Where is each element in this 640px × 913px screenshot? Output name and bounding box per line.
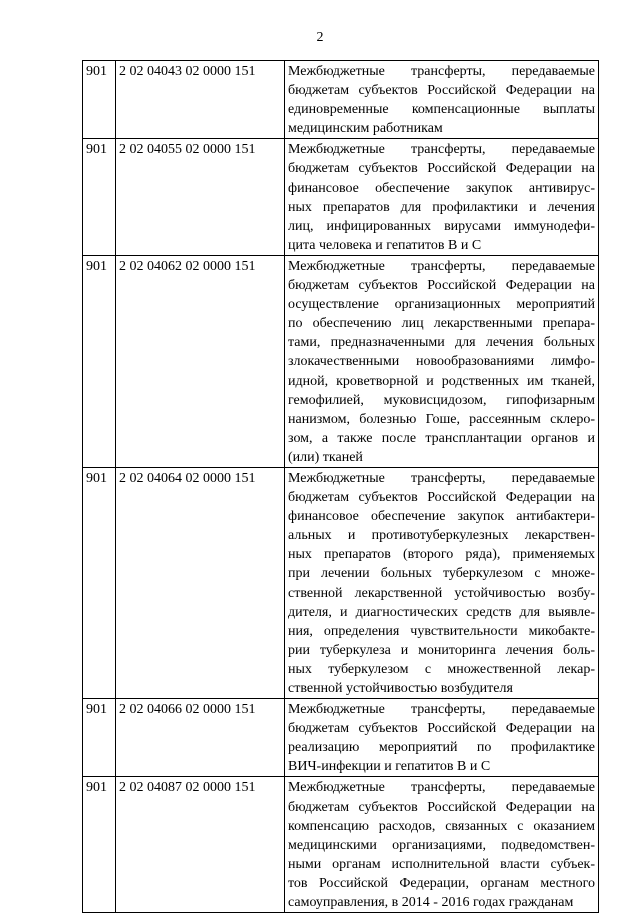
income-description-cell: [285, 255, 599, 467]
table-row: [83, 61, 599, 139]
description-line: компенсацию расходов, связанных с оказанием: [288, 818, 595, 834]
description-line: нанизмом, болезнью Гоше, рассеянным склеро-: [288, 411, 595, 427]
description-line: медицинским работникам: [288, 121, 443, 137]
description-line: бюджетам субъектов Российской Федерации на: [288, 799, 595, 815]
description-line: идной, кроветворной и родственных им тканей,: [288, 373, 595, 389]
description-line: тами, предназначенными для лечения больных: [288, 335, 595, 351]
admin-code-cell: 901: [83, 777, 116, 913]
description-line: Межбюджетные трансферты, передаваемые: [288, 142, 595, 158]
table-row: [83, 777, 599, 913]
budget-classification-code-cell: 2 02 04087 02 0000 151: [116, 777, 285, 913]
table-row: [83, 139, 599, 256]
description-line: финансовое обеспечение закупок антибактери-: [288, 509, 595, 525]
table-row: [83, 467, 599, 698]
description-line: финансовое обеспечение закупок антивирус-: [288, 180, 595, 196]
description-line: цита человека и гепатитов В и С: [288, 237, 482, 253]
admin-code-cell: 901: [83, 139, 116, 256]
admin-code-cell: 901: [83, 255, 116, 467]
description-line: Межбюджетные трансферты, передаваемые: [288, 780, 595, 796]
income-description-cell: [285, 777, 599, 913]
description-line: осуществление организационных мероприятий: [288, 297, 595, 313]
table-row: [83, 699, 599, 777]
description-line: рии туберкулеза и мониторинга лечения боль-: [288, 642, 595, 658]
budget-classification-code-cell: 2 02 04062 02 0000 151: [116, 255, 285, 467]
description-line: гемофилией, муковисцидозом, гипофизарным: [288, 392, 595, 408]
description-line: бюджетам субъектов Российской Федерации на: [288, 721, 595, 737]
page-number: 2: [316, 30, 324, 45]
description-line: реализацию мероприятий по профилактике: [288, 740, 595, 756]
description-line: ВИЧ-инфекции и гепатитов В и С: [288, 759, 491, 775]
description-line: ственной устойчивостью возбудителя: [288, 681, 513, 696]
budget-classification-code-cell: 2 02 04055 02 0000 151: [116, 139, 285, 256]
admin-code-cell: 901: [83, 699, 116, 777]
description-line: Межбюджетные трансферты, передаваемые: [288, 64, 595, 79]
description-line: Межбюджетные трансферты, передаваемые: [288, 702, 595, 718]
description-line: при лечении больных туберкулезом с множе-: [288, 566, 595, 582]
description-line: злокачественными новообразованиями лимфо-: [288, 354, 595, 370]
income-description-cell: [285, 61, 599, 139]
budget-classification-code-cell: 2 02 04064 02 0000 151: [116, 467, 285, 698]
description-line: ных препаратов (второго ряда), применяемых: [288, 547, 595, 563]
description-line: ных туберкулезом с множественной лекар-: [288, 661, 595, 677]
description-line: Межбюджетные трансферты, передаваемые: [288, 470, 595, 486]
income-description-cell: [285, 467, 599, 698]
income-description-cell: [285, 699, 599, 777]
description-line: ния, определения чувствительности микобакте-: [288, 623, 595, 639]
description-line: лиц, инфицированных вирусами иммунодефи-: [288, 218, 595, 234]
table-row: [83, 255, 599, 467]
description-line: бюджетам субъектов Российской Федерации на: [288, 278, 595, 294]
income-description-cell: [285, 139, 599, 256]
description-line: дителя, и диагностических средств для выявле-: [288, 604, 595, 620]
description-line: самоуправления, в 2014 - 2016 годах гражданам: [288, 895, 574, 911]
description-line: ных препаратов для профилактики и лечения: [288, 199, 595, 215]
description-line: бюджетам субъектов Российской Федерации на: [288, 83, 595, 99]
budget-classification-code-cell: 2 02 04066 02 0000 151: [116, 699, 285, 777]
description-line: бюджетам субъектов Российской Федерации на: [288, 161, 595, 177]
description-line: зом, а также после трансплантации органов и: [288, 430, 595, 446]
description-line: медицинскими организациями, подведомствен-: [288, 837, 595, 853]
description-line: (или) тканей: [288, 449, 363, 465]
admin-code-cell: 901: [83, 467, 116, 698]
description-line: по обеспечению лиц лекарственными препара-: [288, 316, 595, 332]
admin-code-cell: 901: [83, 61, 116, 139]
description-line: единовременные компенсационные выплаты: [288, 102, 595, 118]
budget-codes-table: [82, 60, 599, 913]
description-line: бюджетам субъектов Российской Федерации на: [288, 490, 595, 506]
description-line: Межбюджетные трансферты, передаваемые: [288, 258, 595, 274]
description-line: альных и противотуберкулезных лекарствен-: [288, 528, 595, 544]
description-line: тов Российской Федерации, органам местного: [288, 875, 595, 891]
budget-classification-code-cell: 2 02 04043 02 0000 151: [116, 61, 285, 139]
description-line: ственной лекарственной устойчивостью возбу-: [288, 585, 595, 601]
description-line: ными органам исполнительной власти субъек-: [288, 856, 595, 872]
table-body: [83, 61, 599, 913]
